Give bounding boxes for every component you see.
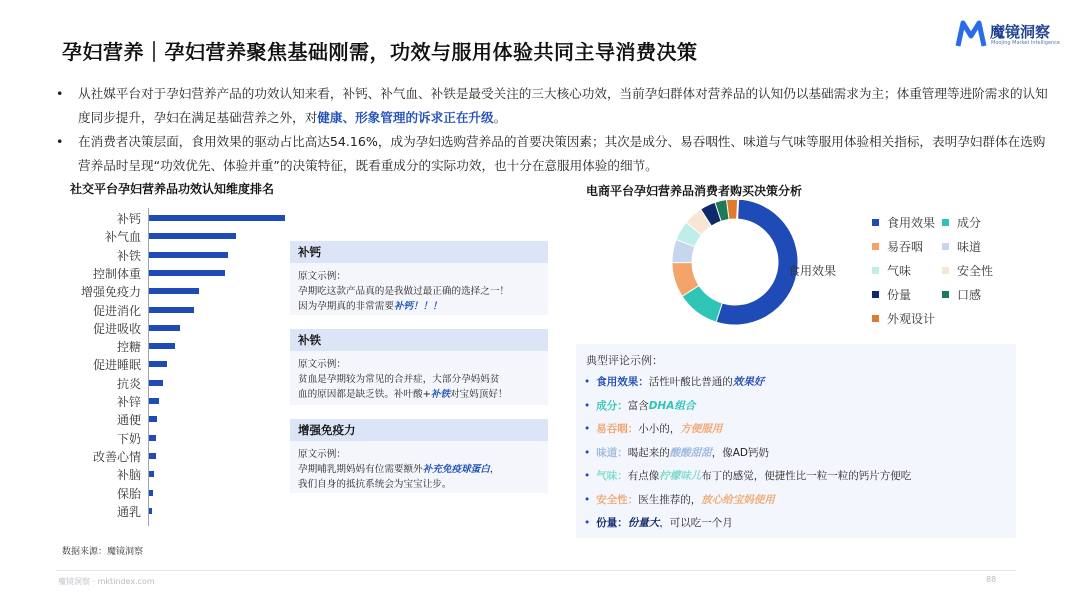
bar-label: 控制体重: [92, 266, 141, 281]
review-bullet: •: [584, 470, 591, 482]
review-row: [584, 374, 764, 389]
bar-label: 通乳: [116, 504, 141, 519]
review-text: 小小的，: [638, 423, 681, 435]
bar: [149, 490, 153, 496]
legend-label: 易吞咽: [887, 240, 924, 254]
review-label: 安全性：: [596, 493, 639, 506]
bullet-1-highlight: 健康、形象管理的诉求正在升级: [317, 110, 494, 125]
card-immunity-line1-end: ，: [489, 464, 500, 475]
legend-swatch: [872, 243, 879, 250]
review-text-end: ，像AD钙奶: [711, 446, 769, 459]
donut-center-label: 食用效果: [788, 264, 837, 278]
review-text-end: ，可以吃一个月: [659, 517, 733, 529]
review-text: 喝起来的: [627, 446, 670, 459]
legend-item: [872, 238, 923, 255]
legend-label: 口感: [957, 288, 982, 302]
bar-label: 改善心情: [92, 449, 141, 464]
legend-label: 气味: [887, 264, 912, 278]
donut-slice: [694, 217, 706, 228]
bullet-1-text: 从社媒平台对于孕妇营养产品的功效认知来看，补钙、补气血、补铁是最受关注的三大核心功效，当前孕妇群体对营养品的认知仍以基础需求为主；体重管理等进阶需求的认知度同步提升，孕妇在满足基础营养之外，对: [78, 86, 1048, 125]
page-title: 孕妇营养｜孕妇营养聚焦基础刚需，功效与服用体验共同主导消费决策: [62, 40, 698, 64]
donut-slice-gap: [737, 200, 738, 220]
legend-item: [942, 214, 981, 231]
review-text-end: 布丁的感觉，便捷性比一粒一粒的钙片方便吃: [701, 470, 912, 482]
review-row: [584, 445, 769, 460]
review-label: 成分：: [596, 399, 628, 412]
data-source: 数据来源：魔镜洞察: [62, 547, 144, 557]
bar-label: 抗炎: [116, 376, 141, 391]
review-emphasis: 放心给宝妈使用: [701, 493, 775, 506]
card-iron-label: 原文示例：: [298, 359, 346, 370]
card-iron-line2-end: 对宝妈顶好！: [449, 389, 508, 400]
legend-swatch: [942, 267, 949, 274]
bar: [149, 453, 156, 459]
legend-label: 安全性: [957, 264, 994, 278]
bar: [149, 270, 225, 276]
review-emphasis: 酸酸甜甜: [669, 446, 712, 459]
card-iron-emphasis: 补铁: [430, 389, 450, 400]
bar: [149, 416, 157, 422]
bar-label: 通便: [116, 413, 141, 428]
donut-slice: [706, 212, 718, 218]
page-number: 88: [986, 575, 997, 584]
bar: [149, 398, 159, 404]
bar: [149, 215, 285, 221]
legend-swatch: [942, 219, 949, 226]
card-immunity: [290, 419, 548, 493]
review-text: 富含: [627, 399, 649, 412]
card-immunity-title: 增强免疫力: [290, 419, 548, 441]
card-calcium-line2: 因为孕期真的非常需要: [298, 301, 394, 312]
legend-item: [942, 238, 981, 255]
review-row: [584, 515, 733, 530]
legend-swatch: [872, 219, 879, 226]
review-label: 味道：: [596, 446, 628, 459]
legend-swatch: [872, 315, 879, 322]
review-row: [584, 468, 911, 483]
bar: [149, 471, 154, 477]
bar: [149, 361, 167, 367]
card-calcium-line1: 孕期吃这款产品真的是我做过最正确的选择之一！: [298, 286, 510, 297]
review-bullet: •: [584, 376, 591, 388]
bar-label: 补脑: [116, 468, 141, 483]
review-emphasis: 方便服用: [680, 423, 723, 435]
bullet-2-text: 在消费者决策层面，食用效果的驱动占比高达54.16%，成为孕妇选购营养品的首要决策因素；其次是成分、易吞咽性、味道与气味等服用体验相关指标，表明孕妇群体在选购营养品时呈现“功效优先、体验并重”的决策特征，既看重成分的实际功效，也十分在意服用体验的细节。: [78, 134, 1046, 173]
review-bullet: •: [584, 446, 591, 459]
legend-label: 外观设计: [887, 312, 936, 326]
bullet-2: [56, 130, 1056, 178]
bullet-1-end: 。: [493, 110, 507, 125]
legend-label: 食用效果: [887, 216, 936, 230]
donut-slice: [686, 228, 694, 242]
donut-chart-title: 电商平台孕妇营养品消费者购买决策分析: [586, 184, 803, 198]
legend-swatch: [942, 243, 949, 250]
legend-label: 份量: [887, 288, 912, 302]
bar-label: 促进吸收: [92, 321, 141, 336]
footer-brand: 魔镜洞察 · mktindex.com: [58, 577, 155, 586]
review-row: [584, 421, 722, 436]
review-title: 典型评论示例：: [586, 354, 663, 367]
brand-logo: [955, 18, 1065, 52]
bar: [149, 435, 156, 441]
summary-bullets: [56, 82, 1056, 178]
legend-label: 成分: [957, 216, 982, 230]
review-text: 活性叶酸比普通的: [648, 376, 733, 388]
bar-label: 下奶: [116, 431, 141, 446]
legend-item: [872, 214, 935, 231]
bar: [149, 343, 175, 349]
logo-name: 魔镜洞察: [990, 23, 1051, 41]
bar-label: 补铁: [116, 248, 141, 263]
card-iron-line2: 血的原因都是缺乏铁。补叶酸+: [298, 389, 431, 400]
bar-chart-axis: [148, 208, 149, 526]
review-emphasis: DHA组合: [648, 399, 696, 412]
bar-label: 补锌: [116, 395, 141, 409]
legend-item: [872, 310, 935, 327]
review-row: [584, 398, 695, 413]
donut-slice: [682, 243, 686, 263]
left-chart-title: 社交平台孕妇营养品功效认知维度排名: [70, 182, 275, 196]
logo-mark-icon: [955, 18, 987, 50]
card-iron: [290, 329, 548, 405]
donut-slice: [719, 209, 788, 315]
review-row: [584, 492, 775, 507]
donut-slice: [690, 291, 718, 313]
review-bullet: •: [584, 493, 591, 506]
card-immunity-emphasis: 补充免疫球蛋白: [422, 464, 490, 475]
review-emphasis: 柠檬味儿: [659, 470, 702, 482]
bar-label: 促进消化: [92, 303, 141, 318]
donut-slice: [682, 262, 690, 290]
bar-label: 促进睡眠: [92, 358, 141, 373]
donut-slice: [718, 209, 728, 211]
bar-label: 增强免疫力: [80, 285, 141, 300]
review-emphasis: 份量大: [627, 517, 660, 529]
review-label: 气味：: [596, 470, 628, 482]
legend-swatch: [942, 291, 949, 298]
review-bullet: •: [584, 399, 591, 412]
review-label: 易吞咽：: [596, 423, 639, 435]
bar: [149, 380, 163, 386]
legend-swatch: [872, 291, 879, 298]
legend-item: [942, 286, 981, 303]
review-emphasis: 效果好: [732, 376, 765, 388]
bar: [149, 307, 194, 313]
review-bullet: •: [584, 423, 591, 435]
review-text: 有点像: [627, 470, 660, 482]
legend-item: [872, 262, 911, 279]
bar: [149, 325, 180, 331]
review-bullet: •: [584, 517, 591, 529]
card-iron-line1: 贫血是孕期较为常见的合并症，大部分孕妈妈贫: [298, 374, 500, 385]
review-label: 食用效果：: [596, 376, 649, 388]
bar-label: 保胎: [116, 486, 141, 501]
card-iron-title: 补铁: [290, 329, 548, 351]
bar: [149, 288, 199, 294]
bar: [149, 508, 152, 514]
review-text: 医生推荐的，: [638, 493, 702, 506]
card-immunity-line1: 孕期哺乳期妈妈有位需要额外: [298, 464, 423, 475]
bar-label: 补气血: [104, 230, 141, 245]
bar-label: 补钙: [116, 212, 141, 226]
bar: [149, 233, 236, 239]
footer-divider: [56, 570, 1016, 571]
bar: [149, 252, 228, 258]
legend-swatch: [872, 267, 879, 274]
bar-label: 控糖: [116, 340, 141, 355]
card-calcium-emphasis: 补钙！！！: [393, 301, 442, 312]
bullet-1: [56, 82, 1056, 130]
card-calcium-title: 补钙: [290, 241, 548, 263]
review-label: 份量：: [596, 517, 628, 529]
legend-label: 味道: [957, 240, 982, 254]
card-immunity-label: 原文示例：: [298, 449, 346, 460]
card-immunity-line2: 我们自身的抵抗系统会为宝宝让步。: [298, 479, 452, 490]
legend-item: [942, 262, 993, 279]
logo-tagline: Moojing Market Intelligence: [991, 40, 1061, 46]
review-panel: [576, 344, 1016, 538]
card-calcium: [290, 241, 548, 315]
legend-item: [872, 286, 911, 303]
card-calcium-label: 原文示例：: [298, 271, 346, 282]
